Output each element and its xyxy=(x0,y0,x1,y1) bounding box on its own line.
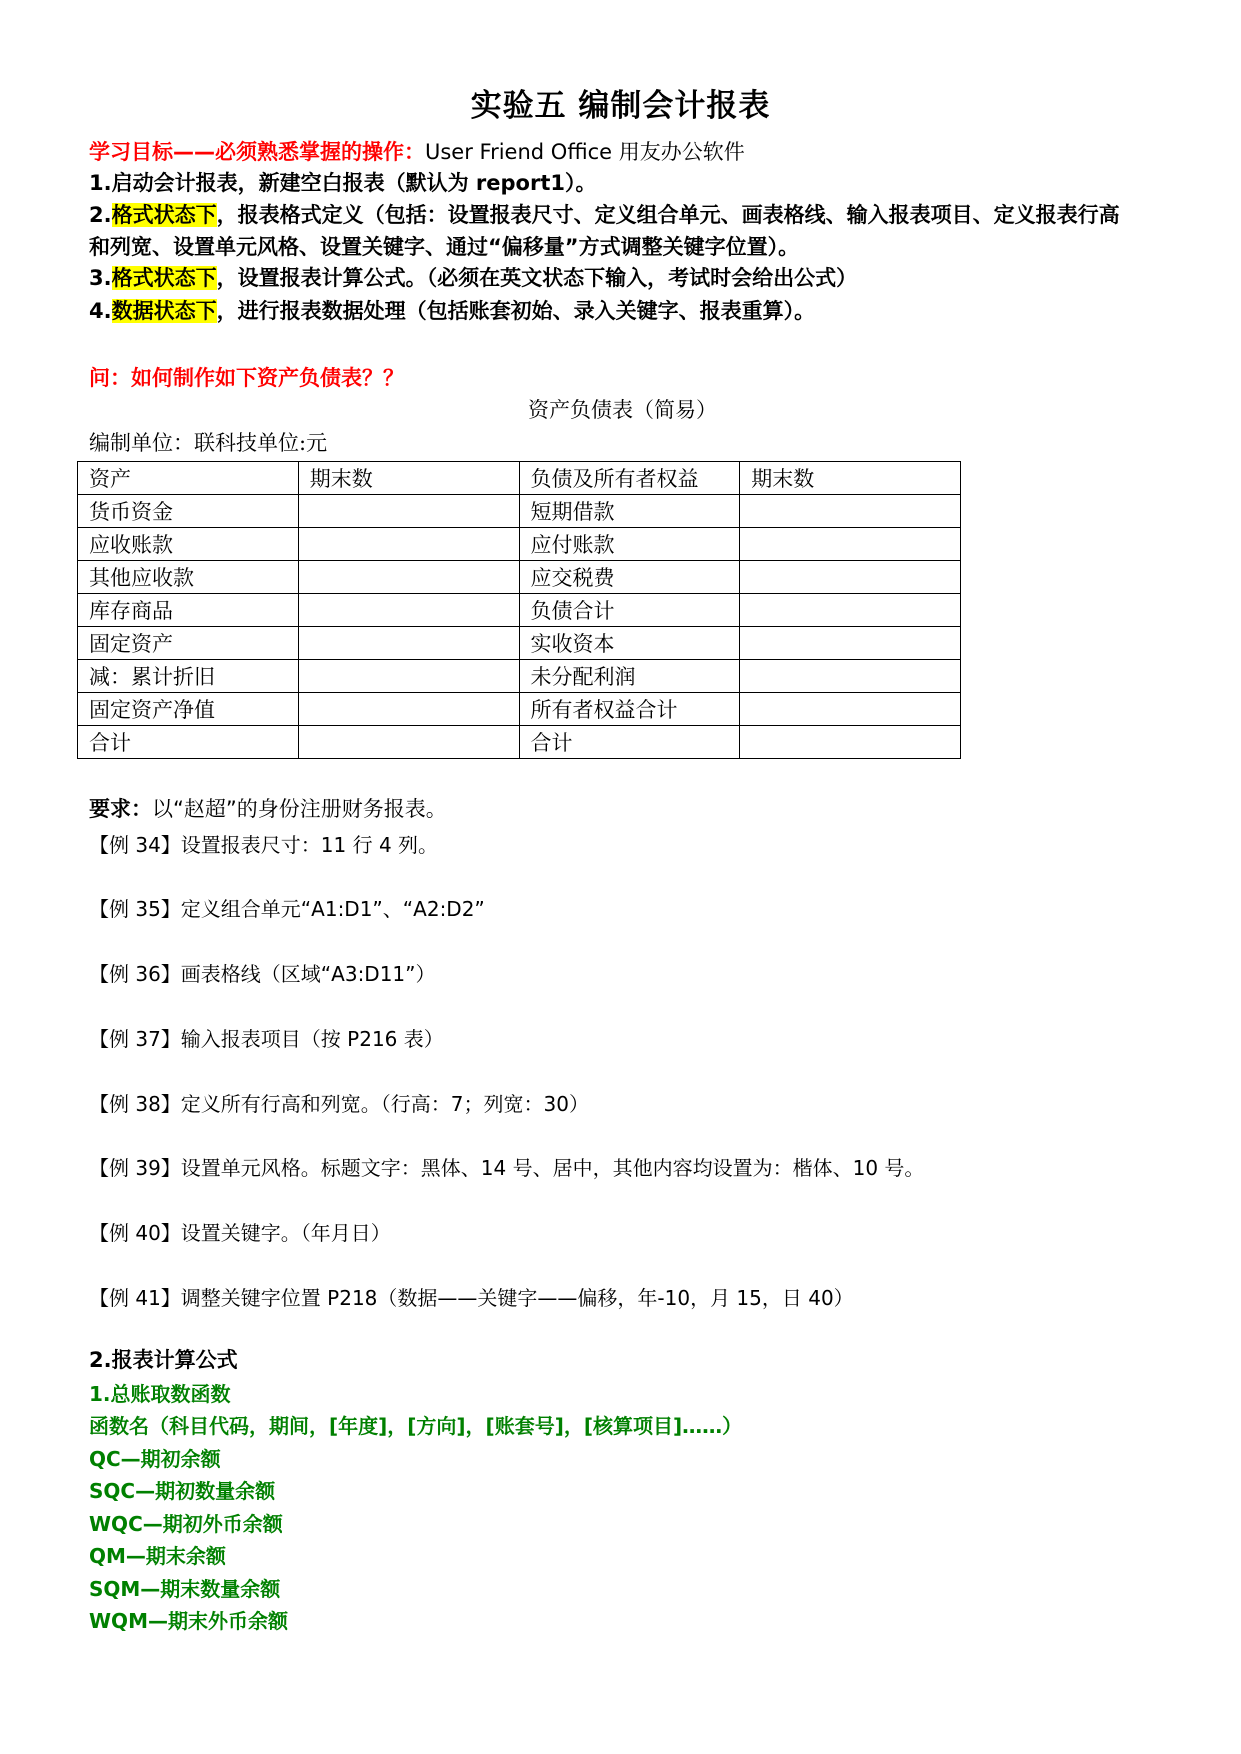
requirement-label: 要求： xyxy=(89,797,152,821)
example-36: 【例 36】画表格线（区域“A3:D11”） xyxy=(89,962,436,986)
highlight-format-mode: 格式状态下 xyxy=(111,266,217,290)
goal-label: 学习目标——必须熟悉掌握的操作： xyxy=(89,140,425,164)
table-row xyxy=(78,495,961,528)
table-cell xyxy=(298,495,519,528)
table-cell: 固定资产 xyxy=(78,627,299,660)
sheet-unit-line: 编制单位：联科技单位:元 xyxy=(89,431,328,455)
example-40: 【例 40】设置关键字。（年月日） xyxy=(89,1221,391,1245)
example-38: 【例 38】定义所有行高和列宽。（行高：7；列宽：30） xyxy=(89,1092,589,1116)
step-3: 3.格式状态下，设置报表计算公式。（必须在英文状态下输入，考试时会给出公式） xyxy=(89,266,858,290)
table-row xyxy=(78,726,961,759)
table-cell xyxy=(298,693,519,726)
step-2: 2.格式状态下，报表格式定义（包括：设置报表尺寸、定义组合单元、画表格线、输入报表项目、定义报表行高 xyxy=(89,203,1120,227)
table-row xyxy=(78,528,961,561)
table-cell xyxy=(740,561,961,594)
formula-line: QC—期初余额 xyxy=(89,1447,221,1471)
goal-software: User Friend Office 用友办公软件 xyxy=(425,140,745,164)
table-cell xyxy=(740,726,961,759)
page-title: 实验五 编制会计报表 xyxy=(470,88,771,124)
table-cell xyxy=(298,561,519,594)
sheet-title: 资产负债表（简易） xyxy=(528,398,717,422)
example-37: 【例 37】输入报表项目（按 P216 表） xyxy=(89,1027,444,1051)
example-35: 【例 35】定义组合单元“A1:D1”、“A2:D2” xyxy=(89,897,485,921)
table-cell xyxy=(298,528,519,561)
table-cell: 应付账款 xyxy=(519,528,740,561)
table-cell: 货币资金 xyxy=(78,495,299,528)
table-cell: 减：累计折旧 xyxy=(78,660,299,693)
table-cell: 合计 xyxy=(519,726,740,759)
table-cell: 应交税费 xyxy=(519,561,740,594)
balance-sheet-table xyxy=(77,461,961,759)
table-cell: 库存商品 xyxy=(78,594,299,627)
step-1: 1.启动会计报表，新建空白报表（默认为 report1）。 xyxy=(89,171,597,195)
highlight-format-mode: 格式状态下 xyxy=(111,203,217,227)
table-row xyxy=(78,627,961,660)
formula-line: 1.总账取数函数 xyxy=(89,1382,231,1406)
example-41: 【例 41】调整关键字位置 P218（数据——关键字——偏移，年-10，月 15，日 40） xyxy=(89,1286,854,1310)
table-cell: 其他应收款 xyxy=(78,561,299,594)
step-2-continued: 和列宽、设置单元风格、设置关键字、通过“偏移量”方式调整关键字位置）。 xyxy=(89,235,800,259)
question: 问：如何制作如下资产负债表？？ xyxy=(89,366,404,390)
table-header-cell: 资产 xyxy=(78,462,299,495)
table-cell xyxy=(740,594,961,627)
formula-line: SQC—期初数量余额 xyxy=(89,1479,276,1503)
formula-line: SQM—期末数量余额 xyxy=(89,1577,281,1601)
table-cell: 负债合计 xyxy=(519,594,740,627)
table-cell xyxy=(298,594,519,627)
table-cell: 未分配利润 xyxy=(519,660,740,693)
table-row xyxy=(78,660,961,693)
table-header-cell: 期末数 xyxy=(298,462,519,495)
table-header-cell: 期末数 xyxy=(740,462,961,495)
highlight-data-mode: 数据状态下 xyxy=(111,299,217,323)
example-34: 【例 34】设置报表尺寸：11 行 4 列。 xyxy=(89,833,439,857)
table-cell xyxy=(298,627,519,660)
table-header-cell: 负债及所有者权益 xyxy=(519,462,740,495)
table-cell xyxy=(740,660,961,693)
table-cell xyxy=(298,660,519,693)
table-cell: 应收账款 xyxy=(78,528,299,561)
formula-line: WQC—期初外币余额 xyxy=(89,1512,283,1536)
table-cell xyxy=(740,693,961,726)
requirement-text: 以“赵超”的身份注册财务报表。 xyxy=(152,797,447,821)
learning-goal xyxy=(89,137,745,167)
formula-line: 函数名（科目代码，期间，[年度]，[方向]，[账套号]，[核算项目]……） xyxy=(89,1414,743,1438)
formula-line: QM—期末余额 xyxy=(89,1544,226,1568)
table-cell xyxy=(740,627,961,660)
table-cell: 所有者权益合计 xyxy=(519,693,740,726)
table-cell: 合计 xyxy=(78,726,299,759)
formula-section-heading: 2.报表计算公式 xyxy=(89,1348,238,1372)
example-39: 【例 39】设置单元风格。标题文字：黑体、14 号、居中，其他内容均设置为：楷体、10 号。 xyxy=(89,1156,925,1180)
table-row xyxy=(78,693,961,726)
table-row xyxy=(78,594,961,627)
table-header-row xyxy=(78,462,961,495)
table-cell xyxy=(740,528,961,561)
table-cell: 实收资本 xyxy=(519,627,740,660)
table-cell: 固定资产净值 xyxy=(78,693,299,726)
table-cell xyxy=(740,495,961,528)
step-4: 4.数据状态下，进行报表数据处理（包括账套初始、录入关键字、报表重算）。 xyxy=(89,299,816,323)
formula-line: WQM—期末外币余额 xyxy=(89,1609,288,1633)
table-row xyxy=(78,561,961,594)
table-cell: 短期借款 xyxy=(519,495,740,528)
table-cell xyxy=(298,726,519,759)
requirement xyxy=(89,794,447,824)
